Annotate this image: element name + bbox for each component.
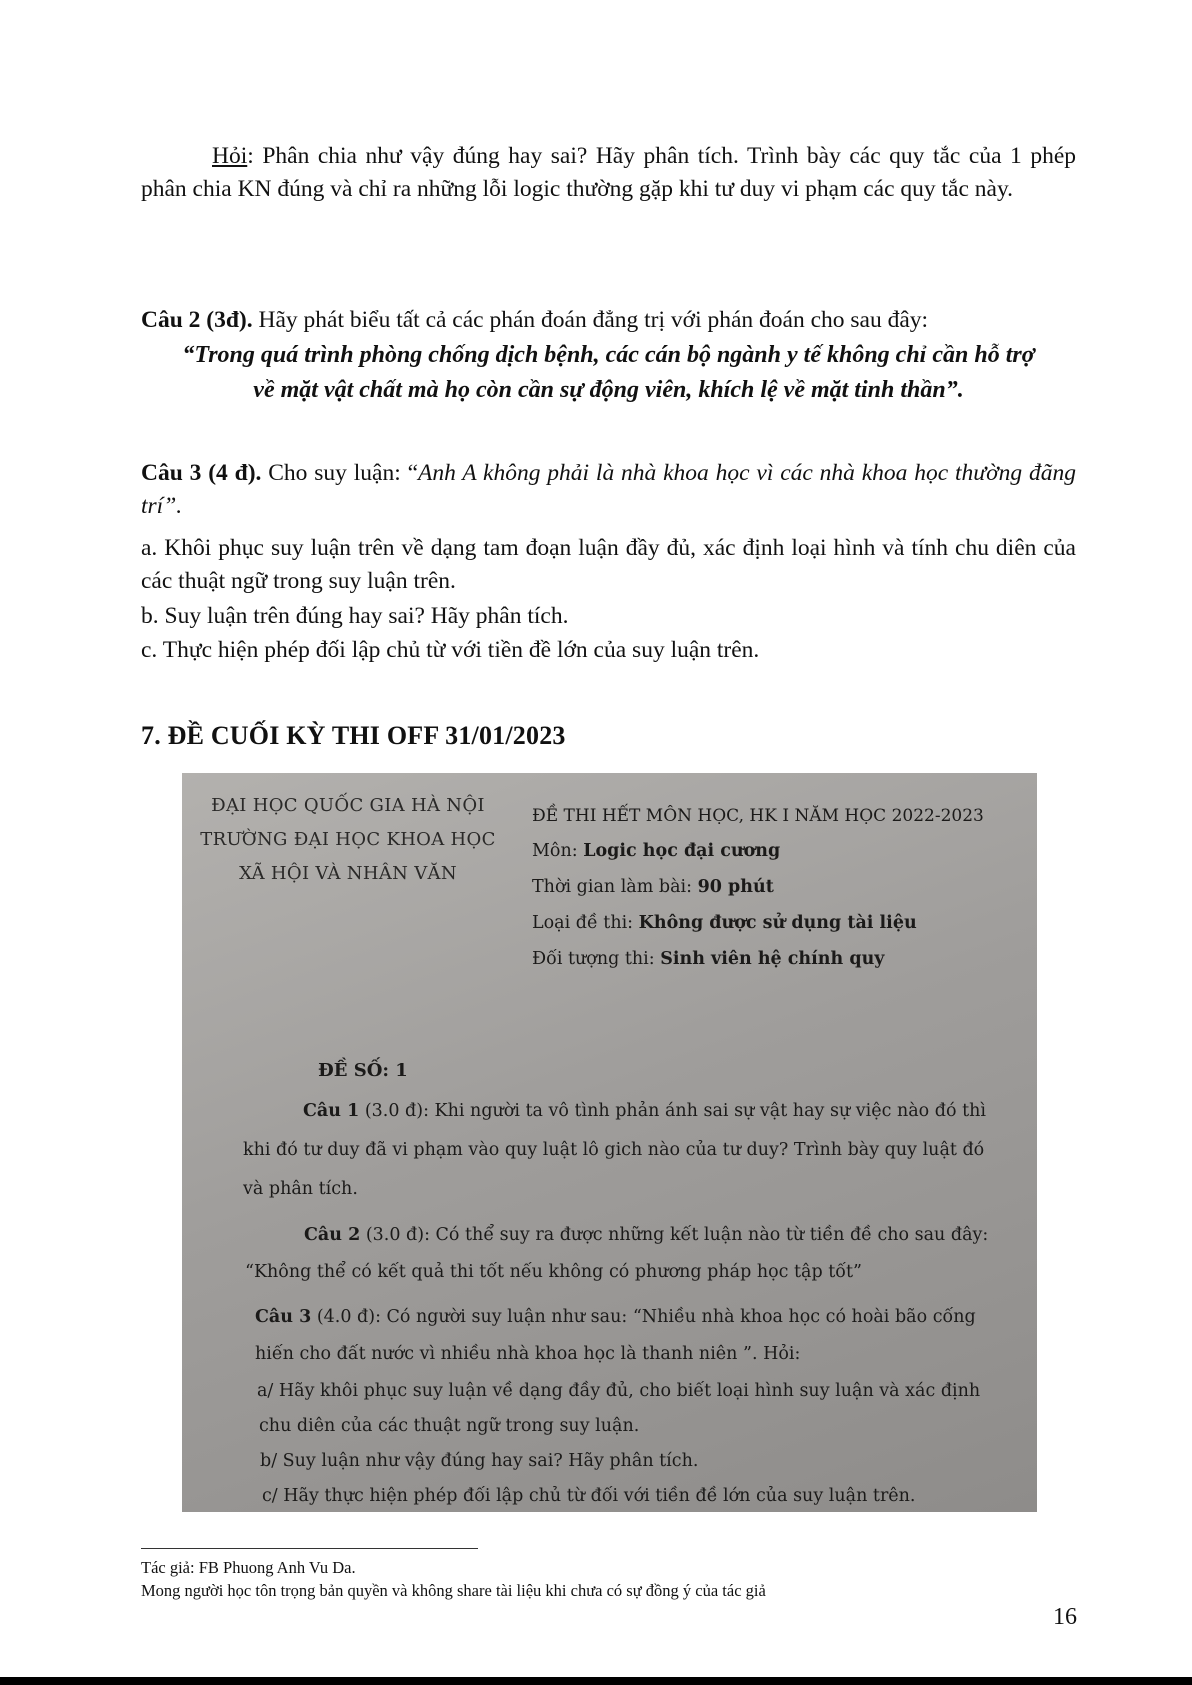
exam-q3-item-a-line-2: chu diên của các thuật ngữ trong suy luận.: [259, 1416, 640, 1436]
exam-time: Thời gian làm bài: 90 phút: [532, 877, 774, 897]
footnote-author: Tác giả: FB Phuong Anh Vu Da.: [141, 1558, 356, 1577]
exam-q3-line-1: Câu 3 (4.0 đ): Có người suy luận như sau: “Nhiều nhà khoa học có hoài bão cống: [255, 1307, 976, 1327]
exam-q1-line-3: và phân tích.: [243, 1179, 358, 1199]
q3-text: Cho suy luận: “: [261, 460, 418, 486]
footnote-divider: [141, 1548, 478, 1549]
exam-q3-item-b: b/ Suy luận như vậy đúng hay sai? Hãy phân tích.: [260, 1451, 699, 1471]
exam-photo: [182, 773, 1037, 1512]
q2-text: Hãy phát biểu tất cả các phán đoán đẳng trị với phán đoán cho sau đây:: [252, 307, 929, 333]
q2-quote-line-2: về mặt vật chất mà họ còn cần sự động viên, khích lệ về mặt tinh thần”.: [253, 377, 964, 403]
q3-quote: Anh A không phải là nhà khoa học vì các nhà khoa học thường đãng trí”.: [141, 460, 1076, 519]
exam-q3-item-c: c/ Hãy thực hiện phép đối lập chủ từ đối với tiền đề lớn của suy luận trên.: [262, 1486, 916, 1506]
exam-faculty-line-2: XÃ HỘI VÀ NHÂN VĂN: [239, 863, 457, 884]
q2-label: Câu 2 (3đ).: [141, 307, 253, 333]
exam-type: Loại đề thi: Không được sử dụng tài liệu: [532, 913, 917, 933]
footnote-notice: Mong người học tôn trọng bản quyền và không share tài liệu khi chưa có sự đồng ý của tác giả: [141, 1581, 766, 1600]
question-3: [141, 457, 1076, 523]
exam-q3-line-2: hiến cho đất nước vì nhiều nhà khoa học là thanh niên ”. Hỏi:: [255, 1344, 801, 1364]
exam-q1-line-1: Câu 1 (3.0 đ): Khi người ta vô tình phản ánh sai sự vật hay sự việc nào đó thì: [303, 1101, 986, 1121]
q2-quote-line-1: “Trong quá trình phòng chống dịch bệnh, các cán bộ ngành y tế không chỉ cần hỗ trợ: [182, 342, 1035, 368]
exam-q1-line-2: khi đó tư duy đã vi phạm vào quy luật lô gich nào của tư duy? Trình bày quy luật đó: [243, 1140, 985, 1160]
bottom-edge-bar: [0, 1677, 1192, 1685]
q3-item-c: c. Thực hiện phép đối lập chủ từ với tiền đề lớn của suy luận trên.: [141, 637, 760, 663]
q3-label: Câu 3 (4 đ).: [141, 460, 262, 486]
exam-audience: Đối tượng thi: Sinh viên hệ chính quy: [532, 949, 885, 969]
exam-q2-line-2: “Không thể có kết quả thi tốt nếu không có phương pháp học tập tốt”: [245, 1262, 862, 1282]
exam-faculty-line-1: TRƯỜNG ĐẠI HỌC KHOA HỌC: [200, 829, 496, 850]
intro-paragraph: [141, 140, 1076, 206]
section-heading: 7. ĐỀ CUỐI KỲ THI OFF 31/01/2023: [141, 721, 566, 750]
exam-code: ĐỀ SỐ: 1: [318, 1060, 408, 1081]
q3-item-b: b. Suy luận trên đúng hay sai? Hãy phân tích.: [141, 603, 569, 629]
question-2: [141, 304, 1076, 337]
exam-q3-item-a-line-1: a/ Hãy khôi phục suy luận về dạng đầy đủ, cho biết loại hình suy luận và xác định: [257, 1381, 981, 1401]
exam-title: ĐỀ THI HẾT MÔN HỌC, HK I NĂM HỌC 2022-2023: [532, 806, 984, 826]
q3-item-a: a. Khôi phục suy luận trên về dạng tam đoạn luận đầy đủ, xác định loại hình và tính chu diên của các thuật ngữ trong suy luận trên.: [141, 535, 1076, 594]
intro-text: : Phân chia như vậy đúng hay sai? Hãy phân tích. Trình bày các quy tắc của 1 phép phân chia KN đúng và chỉ ra những lỗi logic thường gặp khi tư duy vi phạm các quy tắc này.: [141, 143, 1076, 202]
intro-lead: Hỏi: [212, 143, 248, 169]
exam-university: ĐẠI HỌC QUỐC GIA HÀ NỘI: [211, 795, 485, 816]
exam-subject: Môn: Logic học đại cương: [532, 841, 781, 861]
exam-q2-line-1: Câu 2 (3.0 đ): Có thể suy ra được những kết luận nào từ tiền đề cho sau đây:: [304, 1225, 989, 1245]
page-number: 16: [1053, 1604, 1077, 1630]
